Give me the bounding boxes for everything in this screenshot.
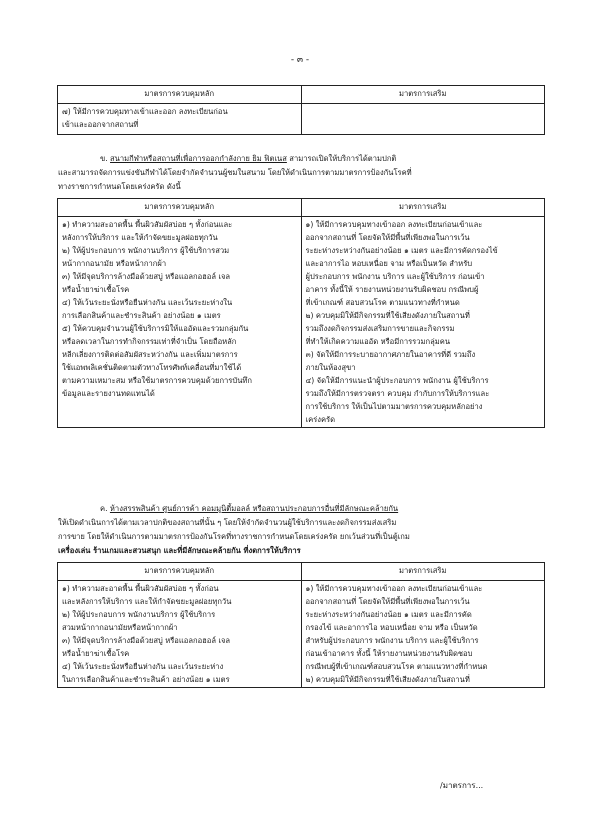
measure-line: ๒) ควบคุมมิให้มีกิจกรรมที่ใช้เสียงดังภายในสถานที่ <box>305 311 470 320</box>
table-header-row <box>58 563 545 581</box>
measure-line: ออกจากสถานที่ โดยจัดให้มีพื้นที่เพียงพอในการเว้น <box>305 233 470 242</box>
measure-line: ที่ทำให้เกิดความแออัด หรือมีการรวมกลุ่มคน <box>305 337 451 346</box>
measure-line: ในการเลือกสินค้าและชำระสินค้า อย่างน้อย ๑ เมตร <box>62 675 230 684</box>
measure-line: ๔) จัดให้มีการแนะนำผู้ประกอบการ พนักงาน ผู้ใช้บริการ <box>305 376 489 385</box>
measure-line: ระยะห่างระหว่างกันอย่างน้อย ๑ เมตร และมีการคัดกรองไข้ <box>305 246 498 255</box>
measure-line: ๓) ให้มีจุดบริการล้างมือด้วยสบู่ หรือแอลกอฮอล์ เจล <box>62 272 231 281</box>
header-main-measures: มาตรการควบคุมหลัก <box>58 199 302 217</box>
section-b-line: และสามารถจัดการแข่งขันกีฬาได้โดยจำกัดจำนวนผู้ชมในสนาม โดยให้ดำเนินการตามมาตรการป้องกันโรคที่ <box>58 168 412 177</box>
section-b-paragraph <box>58 152 545 194</box>
main-measures-cell <box>58 581 302 688</box>
measure-line: ๔) ให้เว้นระยะนั่งหรือยืนห่างกัน และเว้นระยะห่าง <box>62 662 224 671</box>
measure-line: รวมถึงงดกิจกรรมส่งเสริมการขายและกิจกรรม <box>305 324 455 333</box>
section-b-line: ทางราชการกำหนดโดยเคร่งครัด ดังนี้ <box>58 182 181 191</box>
section-c-line: เครื่องเล่น ร้านเกมและสวนสนุก และที่มีลักษณะคล้ายกัน ที่งดการให้บริการ <box>58 546 301 555</box>
section-c-label: ค. <box>100 504 108 513</box>
main-measures-cell <box>58 104 302 135</box>
measure-line: ผู้ประกอบการ พนักงาน บริการ และผู้ใช้บริการ ก่อนเข้า <box>305 272 485 281</box>
measure-line: ๑) ทำความสะอาดพื้น พื้นผิวสัมผัสบ่อย ๆ ทั้งก่อนและ <box>62 220 233 229</box>
section-c-line: การขาย โดยให้ดำเนินการตามมาตรการป้องกันโรคที่ทางราชการกำหนดโดยเคร่งครัด ยกเว้นส่วนที่เป็นตู้เกม <box>58 532 410 541</box>
measure-line: ๕) ให้ควบคุมจำนวนผู้ใช้บริการมิให้แออัดและรวมกลุ่มกัน <box>62 324 249 333</box>
measure-line: ภายในห้องสุขา <box>305 363 356 372</box>
measure-line: การเลือกสินค้าและชำระสินค้า อย่างน้อย ๑ เมตร <box>62 311 221 320</box>
measure-line: ก่อนเข้าอาคาร ทั้งนี้ ให้รายงานหน่วยงานรับผิดชอบ <box>305 649 473 658</box>
measures-table-sports <box>57 198 545 428</box>
measure-line: กรองไข้ และอาการไอ หอบเหนื่อย จาม หรือ เป็นหวัด <box>305 623 478 632</box>
header-main-measures: มาตรการควบคุมหลัก <box>58 563 302 581</box>
measures-table-malls <box>57 562 545 688</box>
measure-line: การใช้บริการ ให้เป็นไปตามมาตรการควบคุมหลักอย่าง <box>305 402 483 411</box>
measure-line: ๓) จัดให้มีการระบายอากาศภายในอาคารที่ดี รวมถึง <box>305 350 476 359</box>
measures-table-continued <box>57 85 545 135</box>
header-extra-measures: มาตรการเสริม <box>301 563 545 581</box>
section-c-line: ให้เปิดดำเนินการได้ตามเวลาปกติของสถานที่นั้น ๆ โดยให้จำกัดจำนวนผู้ใช้บริการและงดกิจกรรมส่งเสริม <box>58 518 397 527</box>
measure-line: ๗) ให้มีการควบคุมทางเข้าและออก ลงทะเบียนก่อน <box>62 107 228 116</box>
measure-line: ใช้แอพพลิเคชั่นติดตามตัวทางโทรศัพท์เคลื่อนที่มาใช้ได้ <box>62 363 242 372</box>
measure-line: ที่เข้าเกณฑ์ สอบสวนโรค ตามแนวทางที่กำหนด <box>305 298 460 307</box>
measure-line: หรือน้ำยาฆ่าเชื้อโรค <box>62 649 130 658</box>
measure-line: ๒) ให้ผู้ประกอบการ พนักงานบริการ ผู้ใช้บริการสวม <box>62 246 230 255</box>
header-extra-measures: มาตรการเสริม <box>301 199 545 217</box>
measure-line: หรือน้ำยาฆ่าเชื้อโรค <box>62 285 130 294</box>
header-extra-measures: มาตรการเสริม <box>301 86 545 104</box>
measure-line: สวมหน้ากากอนามัยหรือหน้ากากผ้า <box>62 623 178 632</box>
main-measures-cell <box>58 217 302 428</box>
table-row <box>58 217 545 428</box>
measure-line: หลังการให้บริการ และให้กำจัดขยะมูลฝอยทุกวัน <box>62 233 218 242</box>
section-c-paragraph <box>58 502 545 558</box>
measure-line: และหลังการให้บริการ และให้กำจัดขยะมูลฝอยทุกวัน <box>62 597 232 606</box>
section-b-intro: สามารถเปิดให้บริการได้ตามปกติ <box>286 154 397 163</box>
extra-measures-cell <box>301 104 545 135</box>
measure-line: เคร่งครัด <box>305 415 336 424</box>
measure-line: ตามความเหมาะสม หรือใช้มาตรการควบคุมด้วยการบันทึก <box>62 376 252 385</box>
measure-line: ๑) ให้มีการควบคุมทางเข้าออก ลงทะเบียนก่อนเข้าและ <box>305 220 483 229</box>
measure-line: ๔) ให้เว้นระยะนั่งหรือยืนห่างกัน และเว้นระยะห่างใน <box>62 298 233 307</box>
measure-line: ข้อมูลและรายงานทดแทนได้ <box>62 389 155 398</box>
page-number: - ๓ - <box>290 55 310 65</box>
measure-line: ๒) ควบคุมมิให้มีกิจกรรมที่ใช้เสียงดังภายในสถานที่ <box>305 675 470 684</box>
section-c-title: ห้างสรรพสินค้า ศูนย์การค้า คอมมูนิตี้มอลล์ หรือสถานประกอบการอื่นที่มีลักษณะคล้ายกัน <box>109 504 399 513</box>
measure-line: กรณีพบผู้ที่เข้าเกณฑ์สอบสวนโรค ตามแนวทางที่กำหนด <box>305 662 488 671</box>
measure-line: ๑) ให้มีการควบคุมทางเข้าออก ลงทะเบียนก่อนเข้าและ <box>305 584 483 593</box>
measure-line: ออกจากสถานที่ โดยจัดให้มีพื้นที่เพียงพอในการเว้น <box>305 597 470 606</box>
measure-line: ระยะห่างระหว่างกันอย่างน้อย ๑ เมตร และมีการคัด <box>305 610 472 619</box>
header-main-measures: มาตรการควบคุมหลัก <box>58 86 302 104</box>
measure-line: หรือลดเวลาในการทำกิจกรรมเท่าที่จำเป็น โดยถือหลัก <box>62 337 237 346</box>
measure-line: หลีกเลี่ยงการติดต่อสัมผัสระหว่างกัน และเพิ่มมาตรการ <box>62 350 238 359</box>
section-b-title: สนามกีฬาหรือสถานที่เพื่อการออกกำลังกาย ยิม ฟิตเนส <box>110 154 287 163</box>
extra-measures-cell <box>301 217 545 428</box>
measure-line: อาคาร ทั้งนี้ให้ รายงานหน่วยงานรับผิดชอบ กรณีพบผู้ <box>305 285 479 294</box>
table-row <box>58 581 545 688</box>
measure-line: ๓) ให้มีจุดบริการล้างมือด้วยสบู่ หรือแอลกอฮอล์ เจล <box>62 636 231 645</box>
measure-line: หน้ากากอนามัย หรือหน้ากากผ้า <box>62 259 167 268</box>
measure-line: รวมถึงให้มีการตรวจตรา ควบคุม กำกับการให้บริการและ <box>305 389 490 398</box>
measure-line: เข้าและออกจากสถานที่ <box>62 120 139 129</box>
continued-note: /มาตรการ... <box>440 781 484 790</box>
table-header-row <box>58 199 545 217</box>
table-row <box>58 104 545 135</box>
extra-measures-cell <box>301 581 545 688</box>
measure-line: ๒) ให้ผู้ประกอบการ พนักงานบริการ ผู้ใช้บริการ <box>62 610 216 619</box>
measure-line: และอาการไอ หอบเหนื่อย จาม หรือเป็นหวัด สำหรับ <box>305 259 473 268</box>
measure-line: สำหรับผู้ประกอบการ พนักงาน บริการ และผู้ใช้บริการ <box>305 636 479 645</box>
section-b-label: ข. <box>100 154 108 163</box>
measure-line: ๑) ทำความสะอาดพื้น พื้นผิวสัมผัสบ่อย ๆ ทั้งก่อน <box>62 584 219 593</box>
table-header-row <box>58 86 545 104</box>
